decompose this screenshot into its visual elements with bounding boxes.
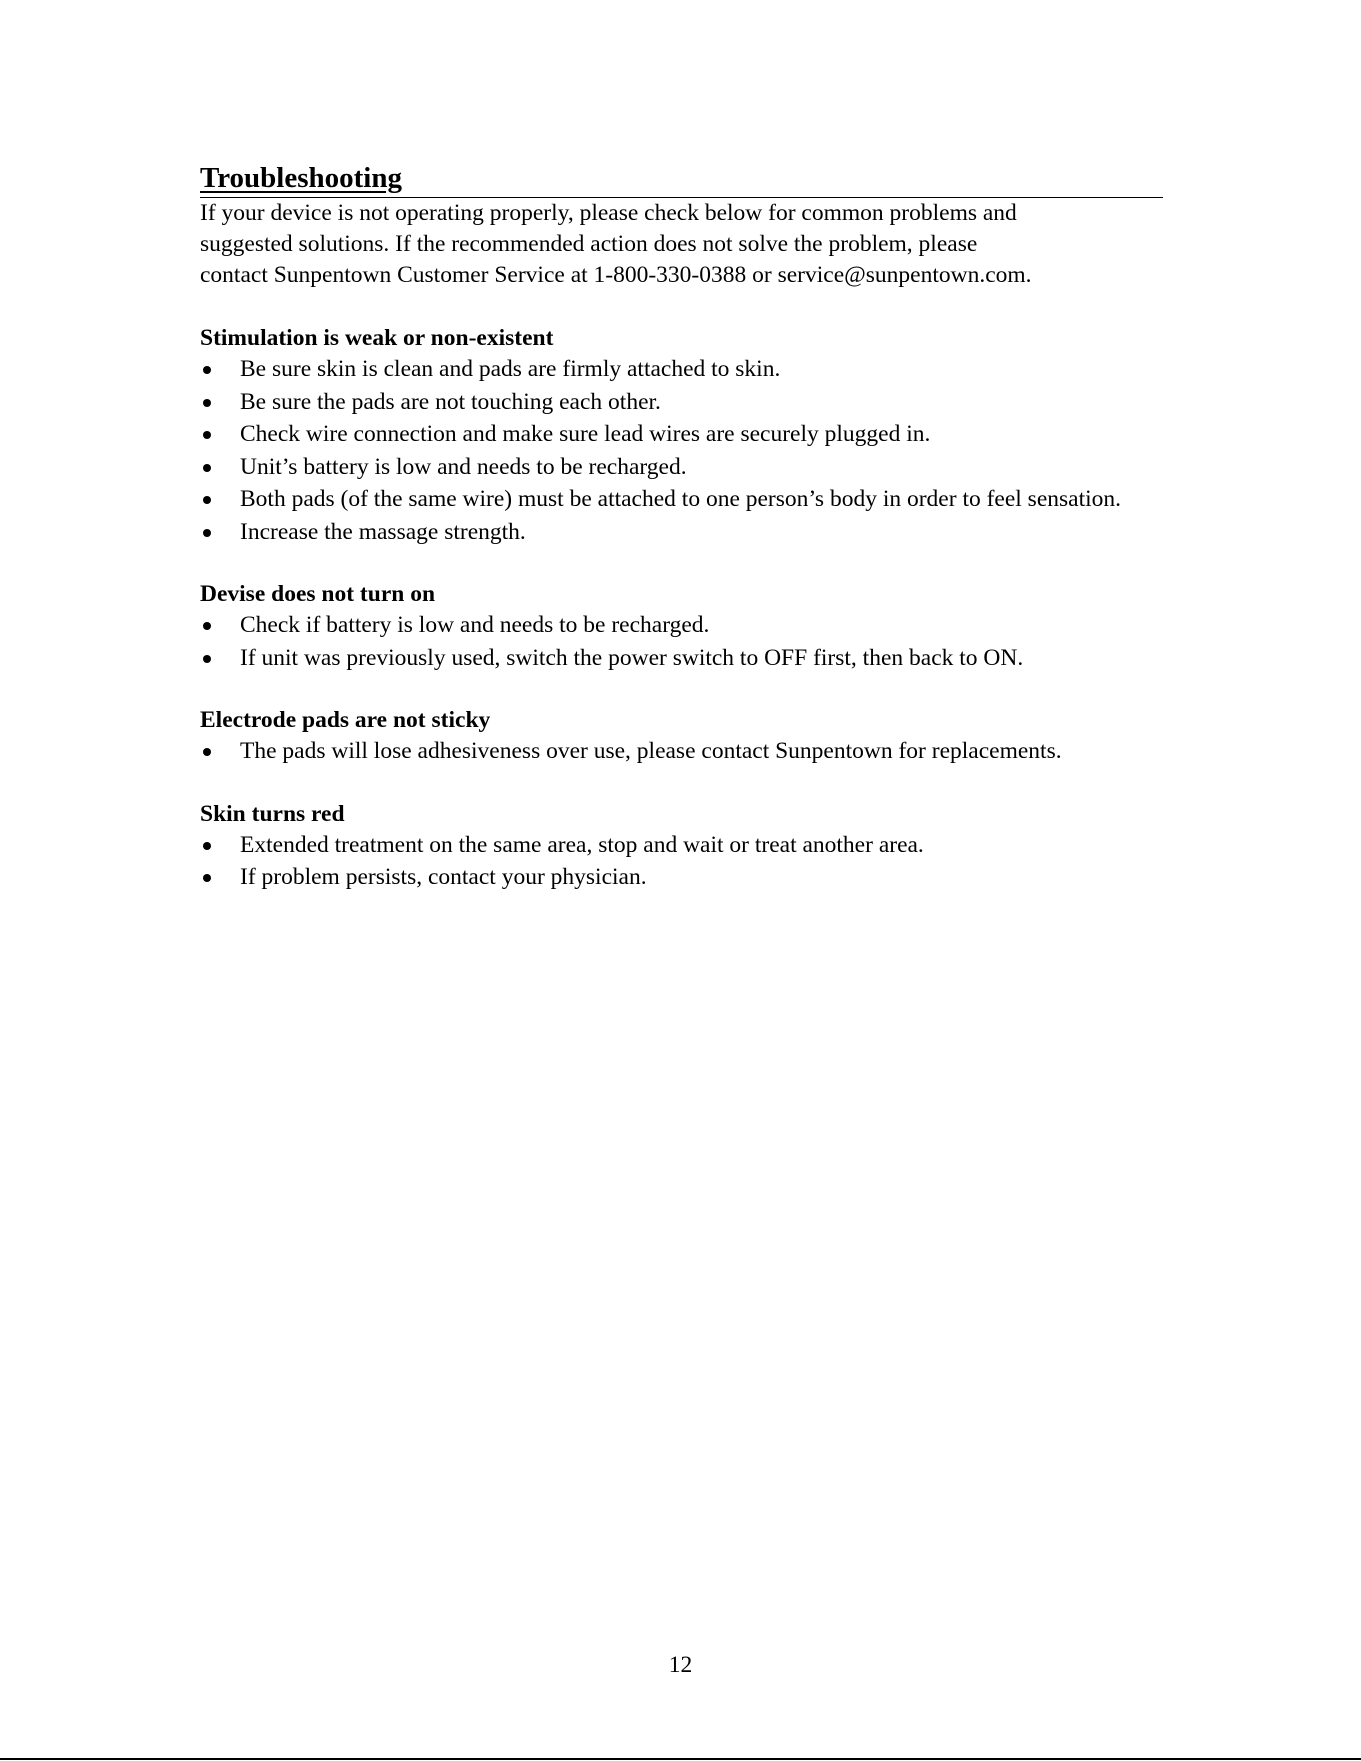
bullet-list: [200, 610, 1163, 673]
list-item-text: Increase the massage strength.: [240, 518, 526, 545]
bullet-list: [200, 354, 1163, 547]
list-item-text: If unit was previously used, switch the power switch to OFF first, then back to ON.: [240, 644, 1024, 671]
bullet-icon: [203, 366, 211, 374]
document-content: [200, 160, 1163, 895]
section-power: [200, 578, 1163, 673]
section-stimulation: [200, 322, 1163, 547]
list-item-text: Check wire connection and make sure lead wires are securely plugged in.: [240, 421, 931, 447]
bullet-icon: [203, 431, 211, 439]
list-item-text: If problem persists, contact your physician.: [240, 864, 647, 890]
list-item-text: Both pads (of the same wire) must be attached to one person’s body in order to feel sensation.: [240, 486, 1122, 512]
page-number: 12: [668, 1652, 693, 1678]
list-item: [200, 517, 1163, 548]
title-rule: [200, 160, 1163, 198]
list-item: [200, 610, 1163, 641]
section-title: Devise does not turn on: [200, 581, 436, 607]
list-item-text: Check if battery is low and needs to be recharged.: [240, 612, 710, 638]
list-item-text: Be sure the pads are not touching each other.: [240, 388, 661, 415]
page-title: Troubleshooting: [200, 162, 402, 194]
section-electrode-pads: [200, 704, 1163, 767]
bullet-icon: [203, 622, 211, 630]
bullet-icon: [203, 529, 211, 537]
list-item: [200, 736, 1163, 767]
list-item: [200, 830, 1163, 861]
bullet-icon: [203, 874, 211, 882]
list-item: [200, 643, 1163, 674]
bullet-icon: [203, 842, 211, 850]
list-item: [200, 419, 1163, 450]
list-item: [200, 354, 1163, 385]
list-item: [200, 484, 1163, 515]
list-item-text: Be sure skin is clean and pads are firmly attached to skin.: [240, 356, 781, 382]
list-item-text: Unit’s battery is low and needs to be recharged.: [240, 453, 687, 480]
page-bottom-border: [0, 1758, 1361, 1760]
list-item-text: Extended treatment on the same area, stop and wait or treat another area.: [240, 831, 924, 858]
bullet-list: [200, 830, 1163, 893]
bullet-icon: [203, 655, 211, 663]
list-item-text: The pads will lose adhesiveness over use, please contact Sunpentown for replacements.: [240, 738, 1062, 764]
list-item: [200, 387, 1163, 418]
bullet-list: [200, 736, 1163, 767]
section-title: Electrode pads are not sticky: [200, 707, 491, 733]
intro-paragraph: If your device is not operating properly, please check below for common problems and suggested solutions. If the recommended action does not solve the problem, please contact Sunpentown Customer Service at 1-800-330-0388 or service@sunpentown.com.: [200, 200, 1032, 288]
bullet-icon: [203, 496, 211, 504]
list-item: [200, 862, 1163, 893]
bullet-icon: [203, 399, 211, 407]
list-item: [200, 452, 1163, 483]
section-title: Stimulation is weak or non-existent: [200, 325, 554, 351]
section-title: Skin turns red: [200, 800, 345, 827]
section-skin: [200, 798, 1163, 893]
bullet-icon: [203, 464, 211, 472]
bullet-icon: [203, 748, 211, 756]
